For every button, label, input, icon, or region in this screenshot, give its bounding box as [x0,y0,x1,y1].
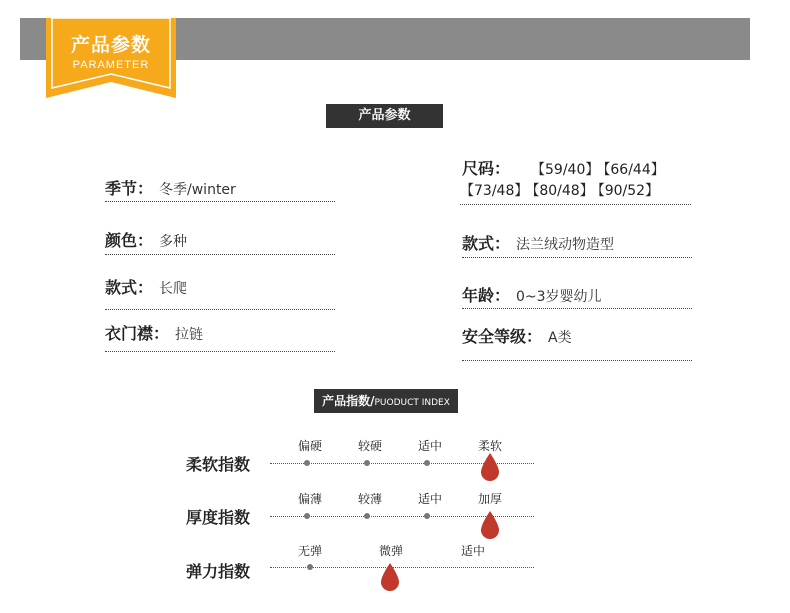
age-field [462,283,692,309]
safety-field [462,324,692,361]
style-field-right [462,231,692,258]
thickness-option: 加厚 [477,492,502,506]
scale-dot [304,460,310,466]
color-label: 颜色： [105,231,154,250]
elasticity-option: 适中 [460,544,485,558]
softness-index-label: 柔软指数 [186,455,251,474]
elasticity-option: 微弹 [378,544,403,558]
size-option: 【66/44】 [603,162,665,178]
badge-title-cn: 产品参数 [70,34,151,56]
size-line-2 [460,180,691,205]
scale-dot [307,564,313,570]
placket-field [105,321,335,352]
season-label: 季节： [105,179,154,198]
softness-option: 较硬 [357,439,382,453]
color-field [105,228,335,255]
thickness-option: 偏薄 [297,492,322,506]
index-title-en: PUODUCT INDEX [374,398,450,408]
size-option: 【90/52】 [597,183,660,199]
style-label-right: 款式： [462,234,511,253]
softness-option: 柔软 [477,439,502,453]
style-value-left: 长爬 [159,281,188,297]
age-label: 年龄： [462,286,511,305]
index-title [314,389,458,413]
thickness-option: 较薄 [357,492,382,506]
scale-dot [424,460,430,466]
softness-selected-marker-icon [480,452,500,482]
thickness-option: 适中 [417,492,442,506]
safety-value: A类 [548,330,572,346]
season-value: 冬季/winter [159,182,236,198]
placket-label: 衣门襟： [105,324,170,343]
style-field-left [105,275,335,310]
badge-title-en: PARAMETER [72,59,150,71]
elasticity-option: 无弹 [297,544,322,558]
softness-option: 适中 [417,439,442,453]
season-field [105,176,335,202]
section-title: 产品参数 [326,104,443,128]
size-option: 【59/40】 [538,162,600,178]
placket-value: 拉链 [175,327,204,343]
elasticity-index-label: 弹力指数 [186,562,251,581]
parameter-badge [46,18,176,100]
age-value: 0~3岁婴幼儿 [516,289,602,305]
scale-dot [364,460,370,466]
thickness-selected-marker-icon [480,510,500,540]
thickness-index-label: 厚度指数 [186,508,251,527]
style-value-right: 法兰绒动物造型 [516,237,615,253]
size-label: 尺码： [462,159,511,178]
scale-dot [364,513,370,519]
size-option: 【73/48】 [460,183,529,199]
size-line-1 [462,156,669,179]
safety-label: 安全等级： [462,327,543,346]
scale-dot [304,513,310,519]
color-value: 多种 [159,234,188,250]
style-label-left: 款式： [105,278,154,297]
scale-dot [424,513,430,519]
elasticity-selected-marker-icon [380,562,400,592]
index-title-cn: 产品指数/ [322,394,375,408]
softness-option: 偏硬 [297,439,322,453]
size-option: 【80/48】 [532,183,594,199]
